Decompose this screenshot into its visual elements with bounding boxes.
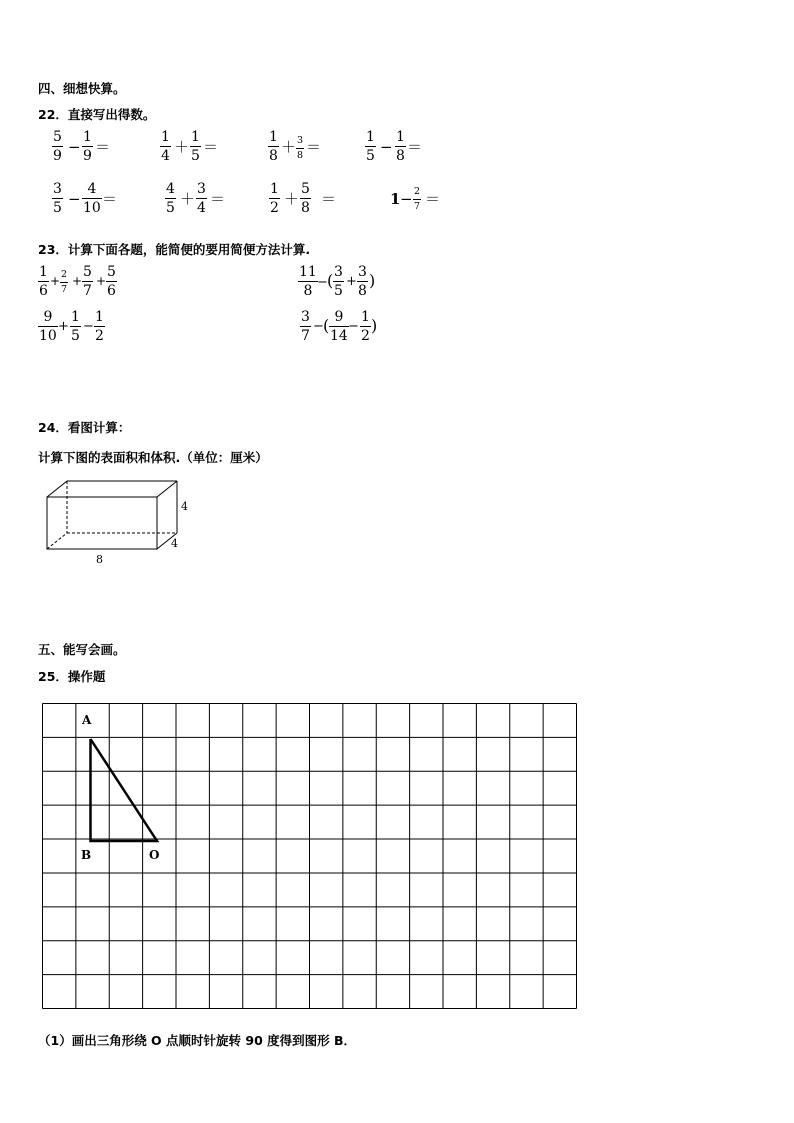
fraction: 1 2 <box>361 309 370 344</box>
operator: ＋ <box>284 190 300 208</box>
fraction: 5 6 <box>107 264 116 299</box>
fraction: 1 2 <box>270 181 279 216</box>
cuboid-front-face <box>47 497 157 549</box>
cuboid-length-label: 8 <box>96 553 103 566</box>
right-paren: ) <box>369 271 376 290</box>
fraction: 3 8 <box>297 135 304 161</box>
cuboid-hidden-edge <box>47 533 67 549</box>
fraction: 3 5 <box>334 264 343 299</box>
q22-title: 22．直接写出得数。 <box>38 107 156 122</box>
left-paren: ( <box>327 271 334 290</box>
cuboid-edge <box>157 481 177 497</box>
fraction: 3 8 <box>358 264 367 299</box>
operator: ＋ <box>281 138 297 156</box>
operator: − <box>68 138 81 156</box>
fraction: 1 6 <box>39 264 48 299</box>
equals-sign: ＝ <box>102 190 118 208</box>
fraction: 5 8 <box>301 181 310 216</box>
equals-sign: ＝ <box>425 190 441 208</box>
operator: − <box>348 319 359 334</box>
fraction: 1 8 <box>269 129 278 164</box>
fraction: 1 2 <box>95 309 104 344</box>
fraction: 4 10 <box>83 181 101 216</box>
whole-number: 1 <box>390 190 401 208</box>
operator: − <box>68 190 81 208</box>
fraction: 1 8 <box>396 129 405 164</box>
operator: ＋ <box>180 190 196 208</box>
q24-instruction: 计算下图的表面积和体积.（单位：厘米） <box>38 450 268 465</box>
equals-sign: ＝ <box>203 138 219 156</box>
equals-sign: ＝ <box>95 138 111 156</box>
q25-instruction: （1）画出三角形绕 O 点顺时针旋转 90 度得到图形 B． <box>38 1033 357 1048</box>
cuboid-height-label: 4 <box>181 500 188 513</box>
fraction: 9 14 <box>330 309 348 344</box>
operator: − <box>83 319 94 334</box>
q23-title: 23．计算下面各题，能简便的要用简便方法计算. <box>38 242 311 257</box>
operator: − <box>380 138 393 156</box>
fraction: 3 4 <box>197 181 206 216</box>
operator: + <box>346 274 357 289</box>
left-paren: ( <box>323 316 330 335</box>
fraction: 1 5 <box>191 129 200 164</box>
fraction: 2 7 <box>414 186 421 212</box>
q24-title: 24．看图计算： <box>38 420 131 435</box>
operator: − <box>313 319 324 334</box>
equals-sign: ＝ <box>210 190 226 208</box>
cuboid-figure <box>40 475 200 575</box>
fraction: 1 9 <box>83 129 92 164</box>
operator: + <box>96 274 107 288</box>
fraction: 2 7 <box>61 269 68 295</box>
equals-sign: ＝ <box>407 138 423 156</box>
fraction: 9 10 <box>39 309 57 344</box>
square-grid <box>42 703 578 1010</box>
fraction: 3 5 <box>53 181 62 216</box>
operator: − <box>317 275 328 290</box>
point-o-label: O <box>149 848 160 862</box>
operator: + <box>58 319 69 334</box>
section4-title: 四、细想快算。 <box>38 81 126 96</box>
q25-title: 25．操作题 <box>38 669 106 684</box>
fraction: 11 8 <box>299 264 317 299</box>
cuboid-edge <box>47 481 67 497</box>
fraction: 1 5 <box>71 309 80 344</box>
fraction: 4 5 <box>166 181 175 216</box>
operator: + <box>50 274 61 288</box>
triangle-ABO <box>91 739 158 841</box>
operator: + <box>72 274 83 288</box>
fraction: 5 9 <box>53 129 62 164</box>
fraction: 5 7 <box>83 264 92 299</box>
right-paren: ) <box>371 316 378 335</box>
fraction: 1 5 <box>366 129 375 164</box>
point-a-label: A <box>82 713 92 727</box>
point-b-label: B <box>81 848 92 862</box>
fraction: 1 4 <box>161 129 170 164</box>
cuboid-width-label: 4 <box>171 537 178 550</box>
operator: ＋ <box>174 138 190 156</box>
operator: − <box>400 190 413 208</box>
fraction: 3 7 <box>301 309 310 344</box>
equals-sign: ＝ <box>306 138 322 156</box>
section5-title: 五、能写会画。 <box>38 642 126 657</box>
equals-sign: ＝ <box>321 190 337 208</box>
